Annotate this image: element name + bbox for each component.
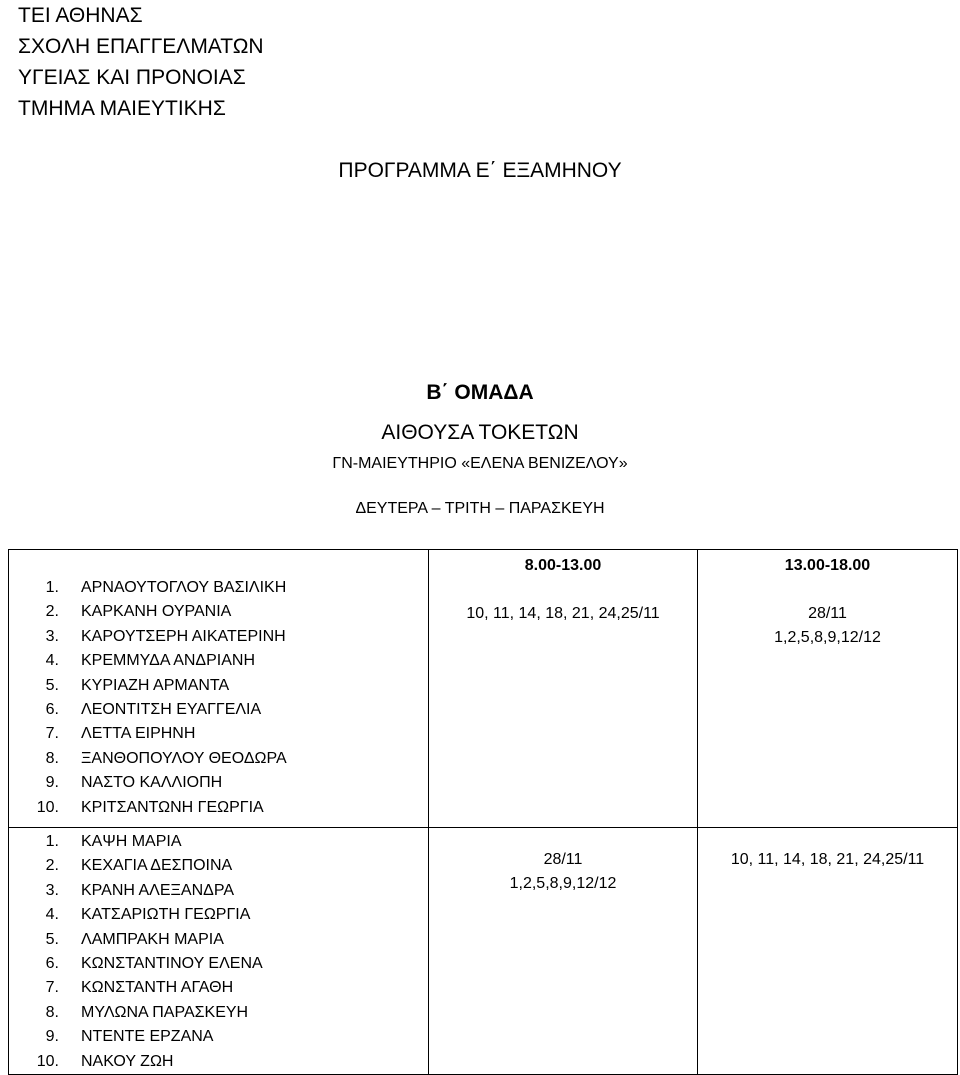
list-item [19, 625, 428, 649]
student-name: ΝΑΚΟΥ ΖΩΗ [81, 1052, 174, 1070]
room-name: ΑΙΘΟΥΣΑ ΤΟΚΕΤΩΝ [381, 421, 579, 444]
header-line: ΣΧΟΛΗ ΕΠΑΓΓΕΛΜΑΤΩΝ [18, 35, 264, 58]
afternoon-cell [698, 550, 958, 828]
table-row [9, 828, 958, 1075]
list-number: 1. [45, 833, 59, 850]
list-number: 5. [45, 676, 59, 694]
student-list [9, 550, 428, 820]
list-item [19, 674, 428, 698]
student-name: ΚΩΝΣΤΑΝΤΗ ΑΓΑΘΗ [81, 979, 234, 997]
list-number: 1. [45, 579, 59, 596]
list-item [19, 1001, 428, 1025]
student-name: ΚΡΕΜΜΥΔΑ ΑΝΔΡΙΑΝΗ [81, 652, 256, 670]
list-item [19, 722, 428, 746]
student-name: ΚΥΡΙΑΖΗ ΑΡΜΑΝΤΑ [81, 676, 230, 694]
list-number: 4. [45, 652, 59, 670]
list-item [19, 649, 428, 673]
dates-text: 10, 11, 14, 18, 21, 24,25/11 [466, 605, 660, 622]
group-name: Β΄ ΟΜΑΔΑ [426, 381, 534, 404]
days-label: ΔΕΥΤΕΡΑ – ΤΡΙΤΗ – ΠΑΡΑΣΚΕΥΗ [355, 500, 605, 517]
list-item [19, 976, 428, 1000]
student-name: ΝΤΕΝΤΕ ΕΡΖΑΝΑ [81, 1028, 214, 1046]
dates-text: 1,2,5,8,9,12/12 [509, 875, 617, 892]
header-line: ΤΜΗΜΑ ΜΑΙΕΥΤΙΚΗΣ [18, 97, 226, 120]
program-title: ΠΡΟΓΡΑΜΜΑ Ε΄ ΕΞΑΜΗΝΟΥ [338, 159, 622, 182]
list-item [19, 576, 428, 600]
list-number: 10. [36, 1052, 59, 1070]
dates-text: 1,2,5,8,9,12/12 [774, 629, 881, 646]
time-morning: 8.00-13.00 [524, 557, 602, 574]
list-item [19, 1025, 428, 1049]
student-list-cell [9, 828, 429, 1075]
list-item [19, 952, 428, 976]
list-number: 10. [36, 798, 59, 816]
student-name: ΜΥΛΩΝΑ ΠΑΡΑΣΚΕΥΗ [81, 1003, 249, 1021]
list-item [19, 698, 428, 722]
student-name: ΚΑΨΗ ΜΑΡΙΑ [81, 833, 182, 850]
list-item [19, 879, 428, 903]
list-number: 9. [45, 774, 59, 792]
list-item [19, 747, 428, 771]
morning-cell [429, 828, 698, 1075]
student-name: ΚΑΡΟΥΤΣΕΡΗ ΑΙΚΑΤΕΡΙΝΗ [81, 627, 286, 645]
list-item [19, 796, 428, 820]
list-item [19, 854, 428, 878]
student-name: ΛΕΟΝΤΙΤΣΗ ΕΥΑΓΓΕΛΙΑ [81, 701, 262, 719]
student-name: ΚΑΤΣΑΡΙΩΤΗ ΓΕΩΡΓΙΑ [81, 906, 251, 924]
student-name: ΛΕΤΤΑ ΕΙΡΗΝΗ [81, 725, 196, 743]
list-number: 8. [45, 749, 59, 767]
list-number: 3. [45, 627, 59, 645]
time-afternoon: 13.00-18.00 [784, 557, 871, 574]
institution-header [18, 0, 264, 124]
header-line: ΤΕΙ ΑΘΗΝΑΣ [18, 4, 143, 27]
list-item [19, 771, 428, 795]
student-name: ΞΑΝΘΟΠΟΥΛΟΥ ΘΕΟΔΩΡΑ [81, 749, 287, 767]
dates-text: 28/11 [808, 605, 847, 622]
list-number: 6. [45, 955, 59, 973]
afternoon-cell [698, 828, 958, 1075]
dates-text: 10, 11, 14, 18, 21, 24,25/11 [730, 851, 925, 868]
hospital-name: ΓΝ-ΜΑΙΕΥΤΗΡΙΟ «ΕΛΕΝΑ ΒΕΝΙΖΕΛΟΥ» [332, 455, 628, 472]
list-number: 9. [45, 1028, 59, 1046]
student-list-cell [9, 550, 429, 828]
list-number: 8. [45, 1003, 59, 1021]
student-name: ΚΑΡΚΑΝΗ ΟΥΡΑΝΙΑ [81, 603, 232, 621]
list-number: 2. [45, 857, 59, 875]
student-name: ΚΩΝΣΤΑΝΤΙΝΟΥ ΕΛΕΝΑ [81, 955, 263, 973]
morning-cell [429, 550, 698, 828]
student-list [9, 828, 428, 1074]
dates-text: 28/11 [543, 851, 583, 868]
list-item [19, 830, 428, 854]
list-number: 2. [45, 603, 59, 621]
list-number: 3. [45, 881, 59, 899]
list-item [19, 1050, 428, 1074]
list-number: 5. [45, 930, 59, 948]
header-line: ΥΓΕΙΑΣ ΚΑΙ ΠΡΟΝΟΙΑΣ [18, 66, 246, 89]
student-name: ΝΑΣΤΟ ΚΑΛΛΙΟΠΗ [81, 774, 223, 792]
list-number: 7. [45, 725, 59, 743]
list-number: 4. [45, 906, 59, 924]
list-number: 7. [45, 979, 59, 997]
list-item [19, 903, 428, 927]
table-row [9, 550, 958, 828]
student-name: ΚΡΙΤΣΑΝΤΩΝΗ ΓΕΩΡΓΙΑ [81, 798, 264, 816]
list-item [19, 928, 428, 952]
student-name: ΚΡΑΝΗ ΑΛΕΞΑΝΔΡΑ [81, 881, 234, 899]
student-name: ΚΕΧΑΓΙΑ ΔΕΣΠΟΙΝΑ [81, 857, 233, 875]
schedule-table [8, 549, 958, 1075]
student-name: ΑΡΝΑΟΥΤΟΓΛΟΥ ΒΑΣΙΛΙΚΗ [81, 579, 287, 596]
student-name: ΛΑΜΠΡΑΚΗ ΜΑΡΙΑ [81, 930, 224, 948]
list-item [19, 600, 428, 624]
list-number: 6. [45, 701, 59, 719]
